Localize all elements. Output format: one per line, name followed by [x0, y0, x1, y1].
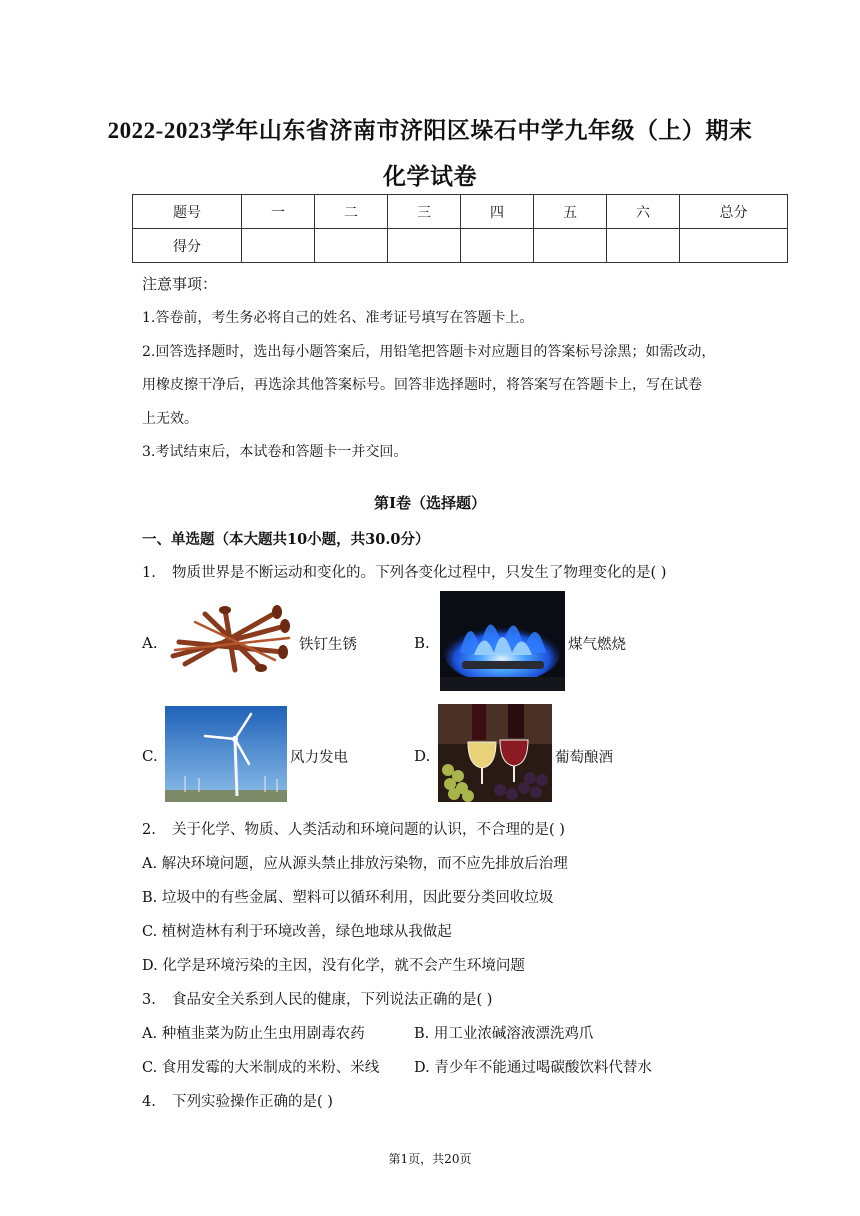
- option-text: 食用发霉的大米制成的米粉、米线: [161, 1060, 380, 1076]
- notice-item-2-line2: 用橡皮擦干净后，再选涂其他答案标号。回答非选择题时，将答案写在答题卡上，写在试卷: [142, 377, 702, 393]
- q3-option-c: [142, 1056, 379, 1077]
- q1-option-letter-d: D.: [414, 747, 431, 765]
- q1-option-letter-b: B.: [414, 634, 430, 652]
- q1-option-label-b: 煤气燃烧: [568, 637, 626, 653]
- question-number: 4.: [142, 1094, 156, 1110]
- score-header-cell: 二: [315, 195, 388, 229]
- score-cell: [388, 229, 461, 263]
- question-4: [142, 1090, 333, 1111]
- question-3: [142, 988, 492, 1009]
- q3-option-d: [414, 1056, 652, 1077]
- section-title: 第I卷（选择题）: [373, 494, 487, 512]
- option-text: 化学是环境污染的主因，没有化学，就不会产生环境问题: [162, 958, 525, 974]
- exam-title-line2: 化学试卷: [383, 164, 477, 189]
- question-text: 食品安全关系到人民的健康，下列说法正确的是( ): [172, 992, 493, 1008]
- q1-option-label-a: 铁钉生锈: [299, 637, 357, 653]
- q1-option-letter-c: C.: [142, 747, 158, 765]
- notice-item-2-line1: 2.回答选择题时，选出每小题答案后，用铅笔把答题卡对应题目的答案标号涂黑；如需改动，: [142, 344, 716, 360]
- option-letter: C.: [142, 924, 158, 940]
- q2-option-c: [142, 920, 452, 941]
- notice-item-2-line3: 上无效。: [142, 411, 198, 427]
- notice-item-1: 1.答卷前，考生务必将自己的姓名、准考证号填写在答题卡上。: [142, 310, 534, 326]
- question-number: 2.: [142, 822, 156, 838]
- question-text: 关于化学、物质、人类活动和环境问题的认识，不合理的是( ): [172, 822, 565, 838]
- page-footer: 第1页，共20页: [388, 1152, 472, 1166]
- notice-heading: 注意事项：: [142, 275, 218, 293]
- option-text: 青少年不能通过喝碳酸饮料代替水: [434, 1060, 652, 1076]
- score-cell: [315, 229, 388, 263]
- grapes-wine-image: [438, 704, 552, 802]
- q1-option-label-d: 葡萄酿酒: [555, 750, 613, 766]
- score-header-cell: 三: [388, 195, 461, 229]
- question-2: [142, 818, 565, 839]
- q2-option-a: [142, 852, 568, 873]
- q2-option-d: [142, 954, 525, 975]
- question-text: 下列实验操作正确的是( ): [172, 1094, 333, 1110]
- exam-title-line1: 2022-2023学年山东省济南市济阳区垛石中学九年级（上）期末: [107, 118, 753, 143]
- question-text: 物质世界是不断运动和变化的。下列各变化过程中，只发生了物理变化的是( ): [172, 565, 667, 581]
- option-letter: B.: [414, 1026, 430, 1042]
- option-letter: B.: [142, 890, 158, 906]
- rusty-nails-image: [165, 602, 298, 674]
- option-letter: D.: [142, 958, 158, 974]
- option-letter: C.: [142, 1060, 158, 1076]
- option-text: 植树造林有利于环境改善，绿色地球从我做起: [161, 924, 452, 940]
- score-cell: [607, 229, 680, 263]
- score-header-cell: 一: [242, 195, 315, 229]
- score-cell: [461, 229, 534, 263]
- gas-flame-image: [440, 591, 565, 691]
- score-row-label: 得分: [133, 229, 242, 263]
- score-cell: [534, 229, 607, 263]
- score-cell: [680, 229, 788, 263]
- option-letter: A.: [142, 856, 158, 872]
- score-header-cell: 四: [461, 195, 534, 229]
- q1-option-letter-a: A.: [142, 634, 158, 652]
- option-text: 用工业浓碱溶液漂洗鸡爪: [433, 1026, 594, 1042]
- notice-item-3: 3.考试结束后，本试卷和答题卡一并交回。: [142, 444, 408, 460]
- question-number: 1.: [142, 565, 156, 581]
- option-letter: D.: [414, 1060, 430, 1076]
- score-header-cell: 总分: [680, 195, 788, 229]
- q3-option-a: [142, 1022, 365, 1043]
- q2-option-b: [142, 886, 553, 907]
- score-header-cell: 五: [534, 195, 607, 229]
- score-table-score-row: [133, 229, 788, 263]
- wind-turbine-image: [165, 706, 287, 802]
- q1-option-label-c: 风力发电: [290, 750, 348, 766]
- score-table: [132, 194, 788, 263]
- option-letter: A.: [142, 1026, 158, 1042]
- option-text: 种植韭菜为防止生虫用剧毒农药: [161, 1026, 365, 1042]
- score-cell: [242, 229, 315, 263]
- option-text: 解决环境问题，应从源头禁止排放污染物，而不应先排放后治理: [161, 856, 568, 872]
- question-number: 3.: [142, 992, 156, 1008]
- part-heading: 一、单选题（本大题共10小题，共30.0分）: [142, 531, 430, 548]
- score-table-header-row: [133, 195, 788, 229]
- question-1: [142, 561, 666, 582]
- score-header-cell: 六: [607, 195, 680, 229]
- q3-option-b: [414, 1022, 593, 1043]
- option-text: 垃圾中的有些金属、塑料可以循环利用，因此要分类回收垃圾: [161, 890, 554, 906]
- score-header-cell: 题号: [133, 195, 242, 229]
